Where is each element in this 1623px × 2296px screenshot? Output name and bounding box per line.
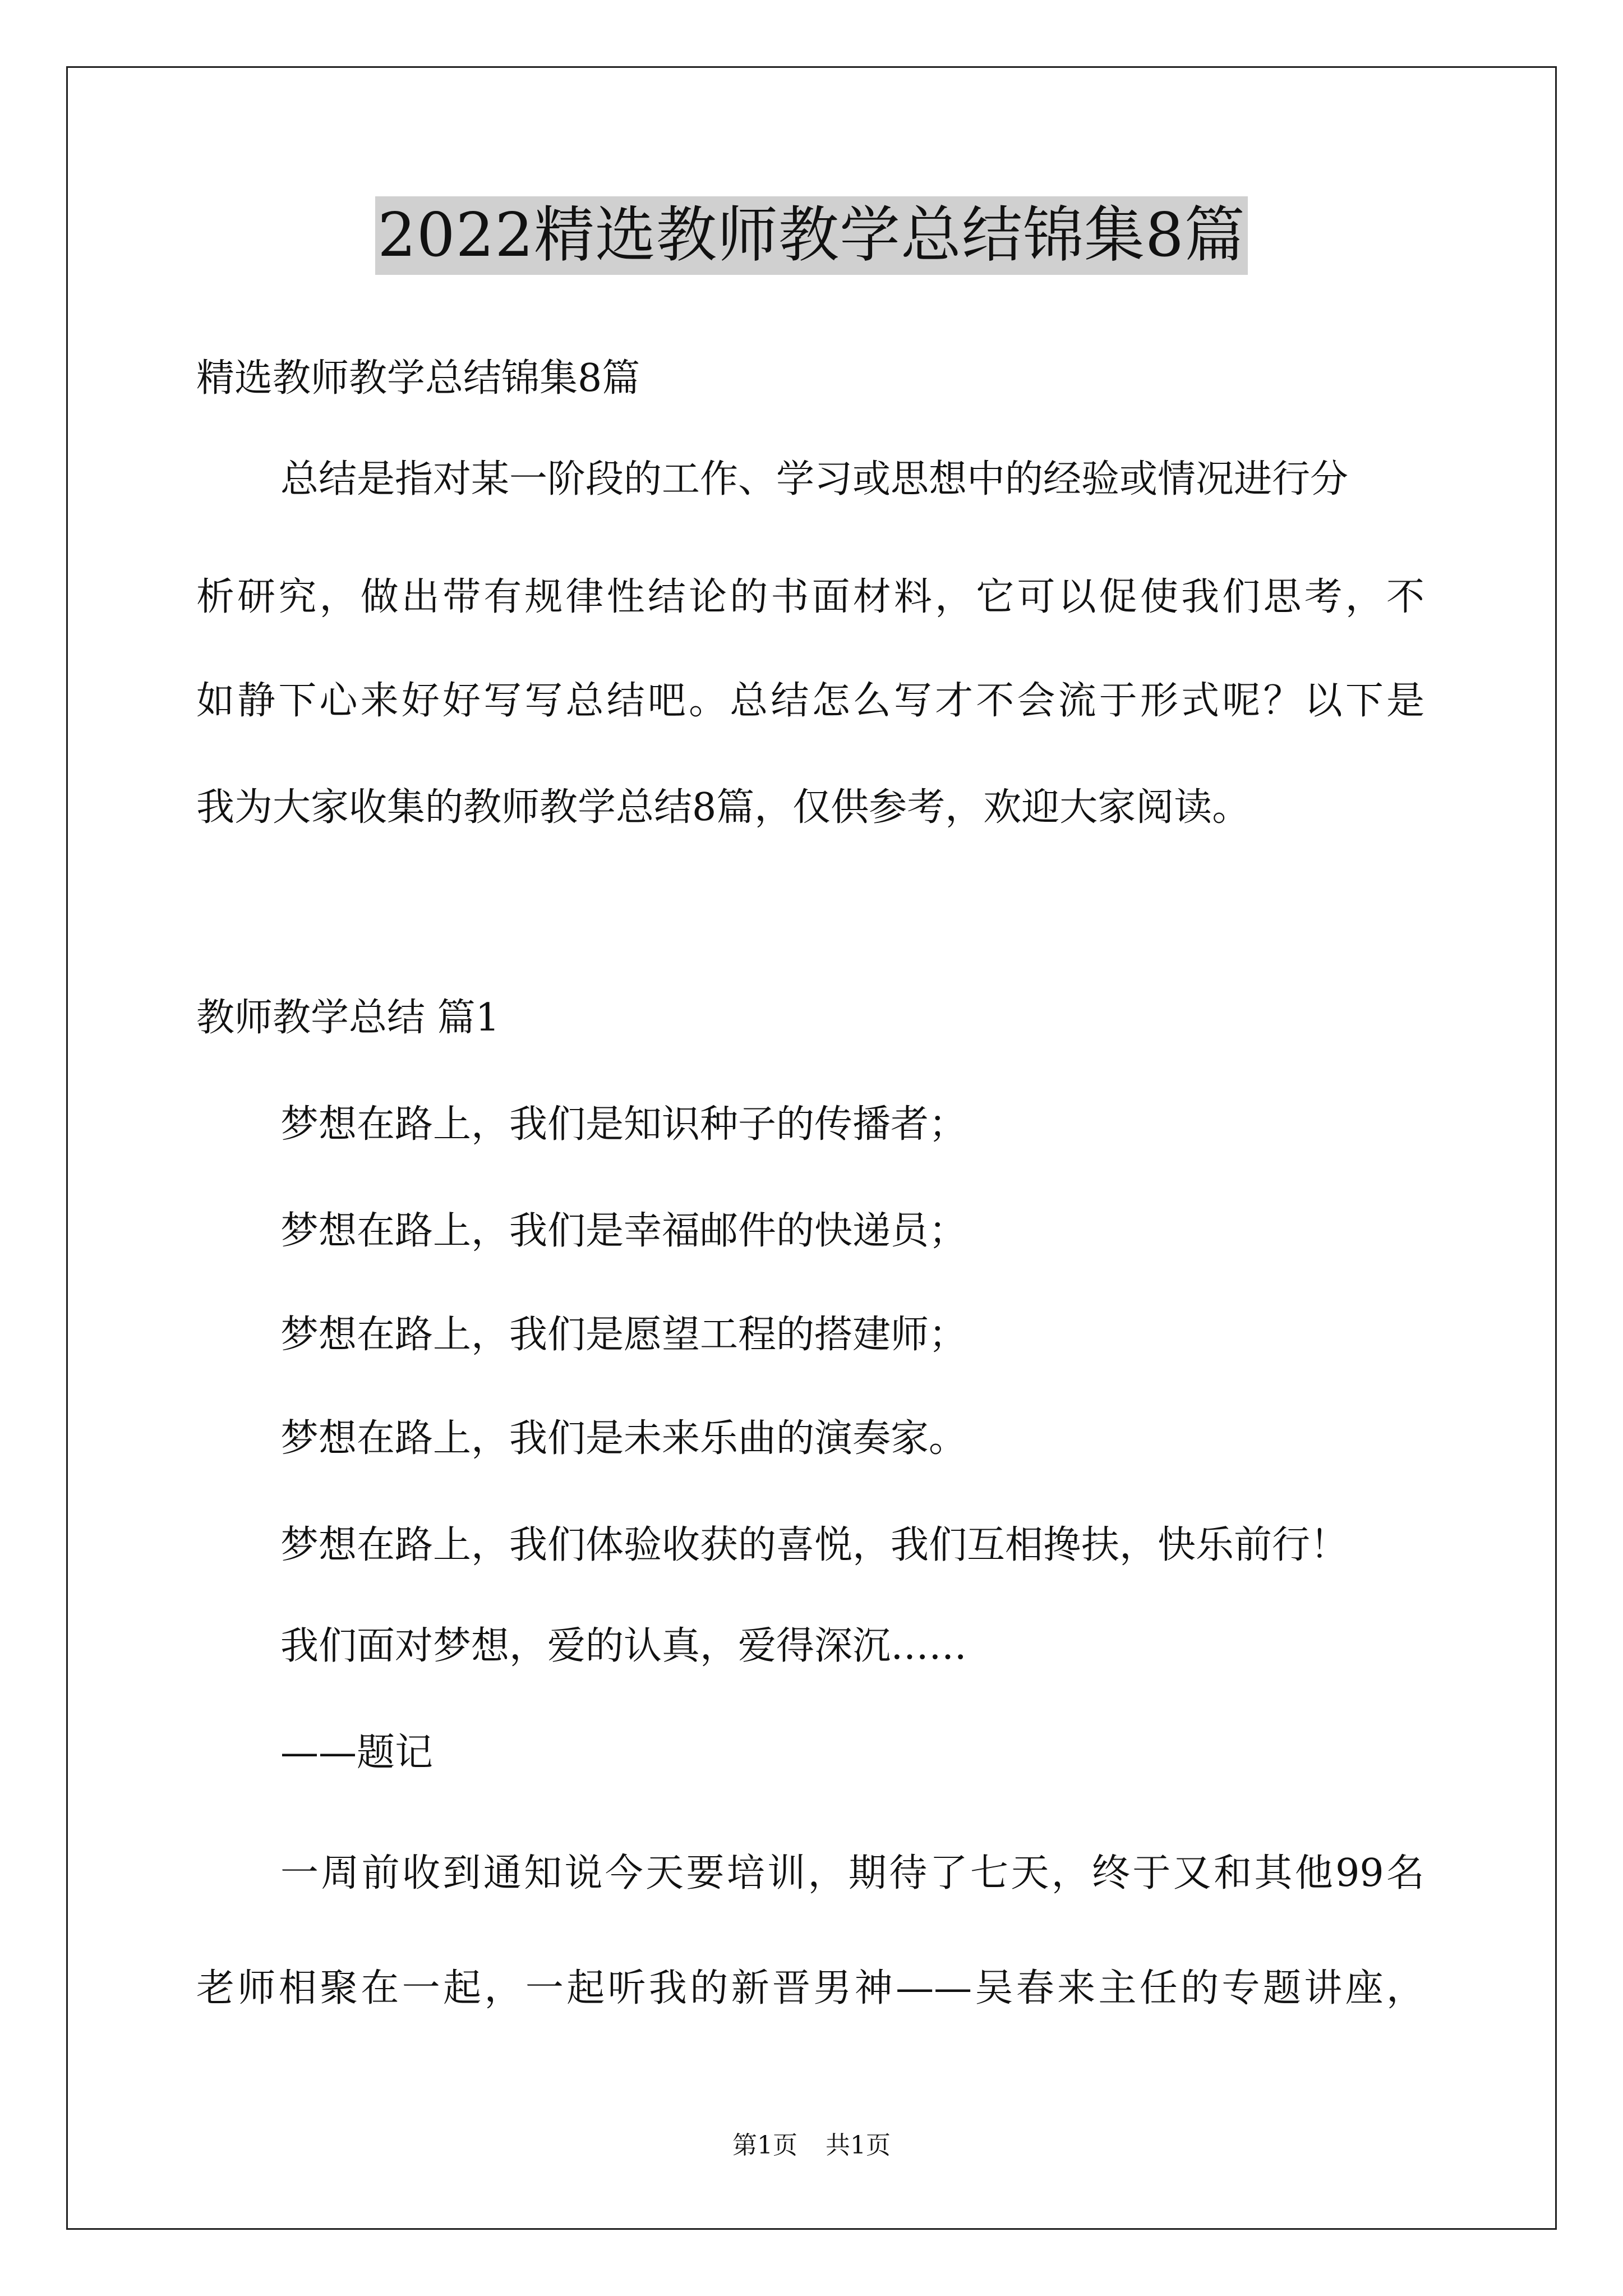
page-footer (0, 2129, 1623, 2162)
intro-line: 如静下心来好好写写总结吧。总结怎么写才不会流于形式呢？以下是 (196, 679, 1424, 723)
poem-line: 梦想在路上，我们是未来乐曲的演奏家。 (280, 1416, 967, 1461)
poem-line: 梦想在路上，我们是知识种子的传播者； (280, 1102, 967, 1147)
poem-signature: ——题记 (280, 1731, 434, 1775)
body-line: 老师相聚在一起，一起听我的新晋男神——吴春来主任的专题讲座， (196, 1966, 1424, 2010)
document-subtitle: 精选教师教学总结锦集8篇 (196, 356, 640, 401)
page-total: 共1页 (826, 2131, 891, 2160)
page-number: 第1页 (732, 2131, 797, 2160)
document-title: 2022精选教师教学总结锦集8篇 (375, 196, 1248, 275)
title-block (0, 196, 1623, 275)
body-line: 一周前收到通知说今天要培训，期待了七天，终于又和其他99名 (280, 1851, 1424, 1895)
poem-line: 我们面对梦想，爱的认真，爱得深沉…… (280, 1624, 967, 1668)
intro-line: 析研究，做出带有规律性结论的书面材料，它可以促使我们思考，不 (196, 575, 1424, 619)
intro-line: 总结是指对某一阶段的工作、学习或思想中的经验或情况进行分 (280, 457, 1349, 501)
poem-line: 梦想在路上，我们体验收获的喜悦，我们互相搀扶，快乐前行！ (280, 1523, 1349, 1567)
poem-line: 梦想在路上，我们是愿望工程的搭建师； (280, 1313, 967, 1357)
section-heading: 教师教学总结 篇1 (196, 996, 500, 1040)
intro-line: 我为大家收集的教师教学总结8篇，仅供参考，欢迎大家阅读。 (196, 785, 1251, 830)
poem-line: 梦想在路上，我们是幸福邮件的快递员； (280, 1209, 967, 1253)
